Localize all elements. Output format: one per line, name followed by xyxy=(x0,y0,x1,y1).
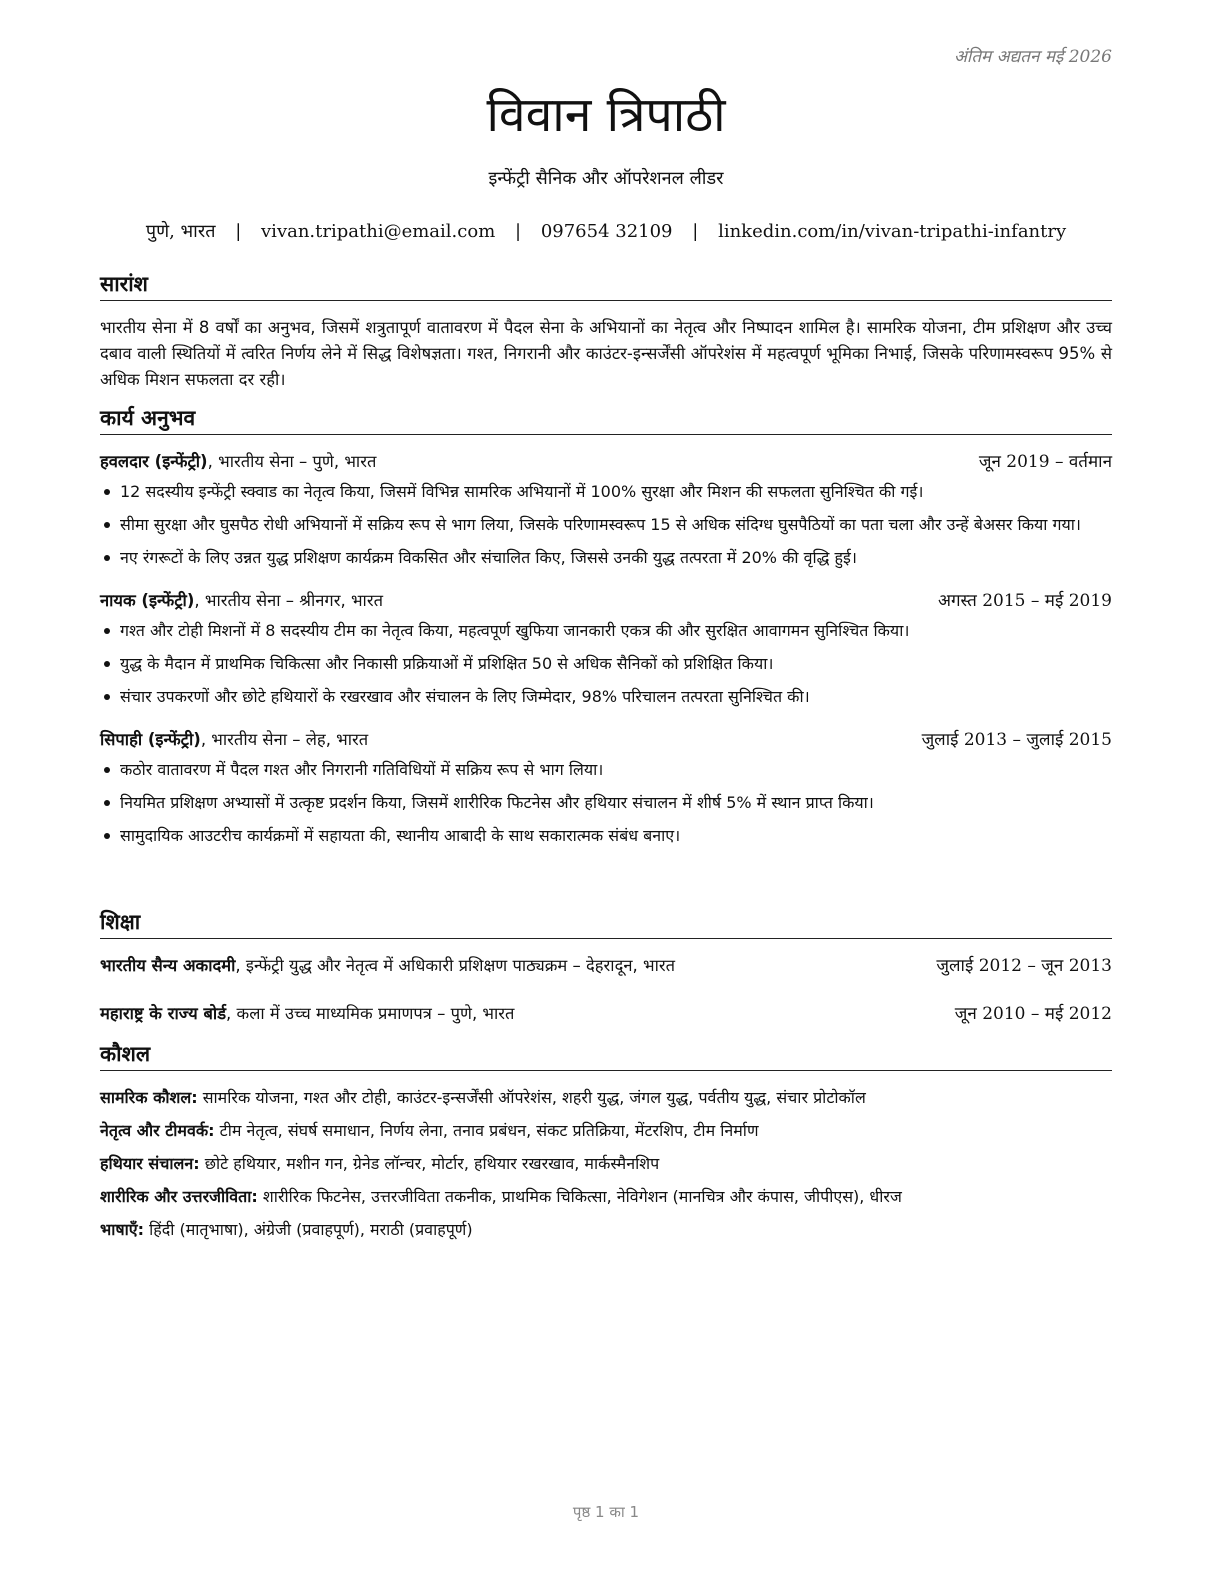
skill-value: शारीरिक फिटनेस, उत्तरजीविता तकनीक, प्राथमिक चिकित्सा, नेविगेशन (मानचित्र और कंपास, जीपीएस), धीरज xyxy=(257,1187,902,1206)
contact-separator: | xyxy=(235,221,242,242)
skill-value: छोटे हथियार, मशीन गन, ग्रेनेड लॉन्चर, मोर्टार, हथियार रखरखाव, मार्कस्मैनशिप xyxy=(199,1154,660,1173)
skills-section xyxy=(100,1040,1112,1250)
job-dates: जून 2019 – वर्तमान xyxy=(978,452,1112,472)
skill-label: शारीरिक और उत्तरजीविता: xyxy=(100,1187,258,1206)
skill-row xyxy=(100,1151,1112,1176)
bullet-item: कठोर वातावरण में पैदल गश्त और निगरानी गतिविधियों में सक्रिय रूप से भाग लिया। xyxy=(100,757,1112,782)
job-bullets xyxy=(100,618,1112,709)
candidate-name: विवान त्रिपाठी xyxy=(486,87,726,143)
job-dates: जुलाई 2013 – जुलाई 2015 xyxy=(921,730,1112,750)
job-title-line xyxy=(100,588,383,614)
education-dates: जुलाई 2012 – जून 2013 xyxy=(936,956,1112,976)
page-number: पृष्ठ 1 का 1 xyxy=(572,1503,640,1521)
job-role: सिपाही (इन्फेंट्री) xyxy=(100,730,201,749)
job-entry xyxy=(100,588,1112,709)
job-title-line xyxy=(100,727,368,753)
education-institution: महाराष्ट्र के राज्य बोर्ड xyxy=(100,1004,227,1023)
summary-text: भारतीय सेना में 8 वर्षों का अनुभव, जिसमें शत्रुतापूर्ण वातावरण में पैदल सेना के अभियानों का नेतृत्व और निष्पादन शामिल है। सामरिक योजना, टीम प्रशिक्षण और उच्च दबाव वाली स्थितियों में त्वरित निर्णय लेने में सिद्ध विशेषज्ञता। गश्त, निगरानी और काउंटर-इन्सर्जेंसी ऑपरेशंस में महत्वपूर्ण भूमिका निभाई, जिसके परिणामस्वरूप 95% से अधिक मिशन सफलता दर रही। xyxy=(100,318,1112,389)
section-title-education: शिक्षा xyxy=(100,908,1112,939)
education-section xyxy=(100,908,1112,1049)
bullet-item: नए रंगरूटों के लिए उन्नत युद्ध प्रशिक्षण कार्यक्रम विकसित और संचालित किए, जिससे उनकी युद्ध तत्परता में 20% की वृद्धि हुई। xyxy=(100,545,1112,570)
contact-separator: | xyxy=(515,221,522,242)
skill-label: हथियार संचालन: xyxy=(100,1154,200,1173)
education-detail: , कला में उच्च माध्यमिक प्रमाणपत्र – पुणे, भारत xyxy=(226,1004,515,1023)
contact-separator: | xyxy=(692,221,699,242)
resume-page xyxy=(100,0,1112,1584)
experience-section xyxy=(100,404,1112,866)
bullet-item: युद्ध के मैदान में प्राथमिक चिकित्सा और निकासी प्रक्रियाओं में प्रशिक्षित 50 से अधिक सैनिकों को प्रशिक्षित किया। xyxy=(100,651,1112,676)
job-org: , भारतीय सेना – पुणे, भारत xyxy=(207,452,377,471)
job-role: हवलदार (इन्फेंट्री) xyxy=(100,452,208,471)
job-bullets xyxy=(100,479,1112,570)
skill-row xyxy=(100,1184,1112,1209)
section-title-experience: कार्य अनुभव xyxy=(100,404,1112,435)
bullet-item: 12 सदस्यीय इन्फेंट्री स्क्वाड का नेतृत्व किया, जिसमें विभिन्न सामरिक अभियानों में 100% सुरक्षा और मिशन की सफलता सुनिश्चित की गई। xyxy=(100,479,1112,504)
job-entry xyxy=(100,727,1112,848)
section-title-summary: सारांश xyxy=(100,270,1112,301)
job-header xyxy=(100,588,1112,614)
job-org: , भारतीय सेना – श्रीनगर, भारत xyxy=(194,591,383,610)
job-dates: अगस्त 2015 – मई 2019 xyxy=(937,591,1112,611)
skill-value: टीम नेतृत्व, संघर्ष समाधान, निर्णय लेना, तनाव प्रबंधन, संकट प्रतिक्रिया, मेंटरशिप, टीम निर्माण xyxy=(214,1121,759,1140)
education-detail: , इन्फेंट्री युद्ध और नेतृत्व में अधिकारी प्रशिक्षण पाठ्यक्रम – देहरादून, भारत xyxy=(235,956,676,975)
tagline: इन्फेंट्री सैनिक और ऑपरेशनल लीडर xyxy=(488,168,724,189)
job-title-line xyxy=(100,449,376,475)
contact-location: पुणे, भारत xyxy=(145,221,216,242)
job-bullets xyxy=(100,757,1112,848)
contact-linkedin[interactable]: linkedin.com/in/vivan-tripathi-infantry xyxy=(718,221,1067,242)
skill-label: नेतृत्व और टीमवर्क: xyxy=(100,1121,215,1140)
education-institution: भारतीय सैन्य अकादमी xyxy=(100,956,236,975)
skill-row xyxy=(100,1217,1112,1242)
skill-value: सामरिक योजना, गश्त और टोही, काउंटर-इन्सर्जेंसी ऑपरेशंस, शहरी युद्ध, जंगल युद्ध, पर्वतीय युद्ध, संचार प्रोटोकॉल xyxy=(197,1088,866,1107)
job-org: , भारतीय सेना – लेह, भारत xyxy=(200,730,369,749)
job-role: नायक (इन्फेंट्री) xyxy=(100,591,195,610)
education-dates: जून 2010 – मई 2012 xyxy=(954,1004,1112,1024)
bullet-item: सामुदायिक आउटरीच कार्यक्रमों में सहायता की, स्थानीय आबादी के साथ सकारात्मक संबंध बनाए। xyxy=(100,823,1112,848)
skill-value: हिंदी (मातृभाषा), अंग्रेजी (प्रवाहपूर्ण), मराठी (प्रवाहपूर्ण) xyxy=(144,1220,473,1239)
skill-row xyxy=(100,1118,1112,1143)
education-line xyxy=(100,1001,514,1027)
education-entry xyxy=(100,953,1112,979)
bullet-item: संचार उपकरणों और छोटे हथियारों के रखरखाव और संचालन के लिए जिम्मेदार, 98% परिचालन तत्परता सुनिश्चित की। xyxy=(100,684,1112,709)
job-header xyxy=(100,449,1112,475)
last-updated: अंतिम अद्यतन मई 2026 xyxy=(953,47,1112,67)
bullet-item: गश्त और टोही मिशनों में 8 सदस्यीय टीम का नेतृत्व किया, महत्वपूर्ण खुफिया जानकारी एकत्र की और सुरक्षित आवागमन सुनिश्चित किया। xyxy=(100,618,1112,643)
contact-line xyxy=(100,219,1112,243)
section-title-skills: कौशल xyxy=(100,1040,1112,1071)
contact-email[interactable]: vivan.tripathi@email.com xyxy=(261,221,496,242)
skill-row xyxy=(100,1085,1112,1110)
contact-phone[interactable]: 097654 32109 xyxy=(540,221,673,242)
bullet-item: नियमित प्रशिक्षण अभ्यासों में उत्कृष्ट प्रदर्शन किया, जिसमें शारीरिक फिटनेस और हथियार संचालन में शीर्ष 5% में स्थान प्राप्त किया। xyxy=(100,790,1112,815)
bullet-item: सीमा सुरक्षा और घुसपैठ रोधी अभियानों में सक्रिय रूप से भाग लिया, जिसके परिणामस्वरूप 15 से अधिक संदिग्ध घुसपैठियों का पता चला और उन्हें बेअसर किया गया। xyxy=(100,512,1112,537)
skill-label: भाषाएँ: xyxy=(100,1220,145,1239)
job-entry xyxy=(100,449,1112,570)
education-entry xyxy=(100,1001,1112,1027)
education-line xyxy=(100,953,675,979)
summary-section xyxy=(100,270,1112,393)
job-header xyxy=(100,727,1112,753)
skill-label: सामरिक कौशल: xyxy=(100,1088,198,1107)
